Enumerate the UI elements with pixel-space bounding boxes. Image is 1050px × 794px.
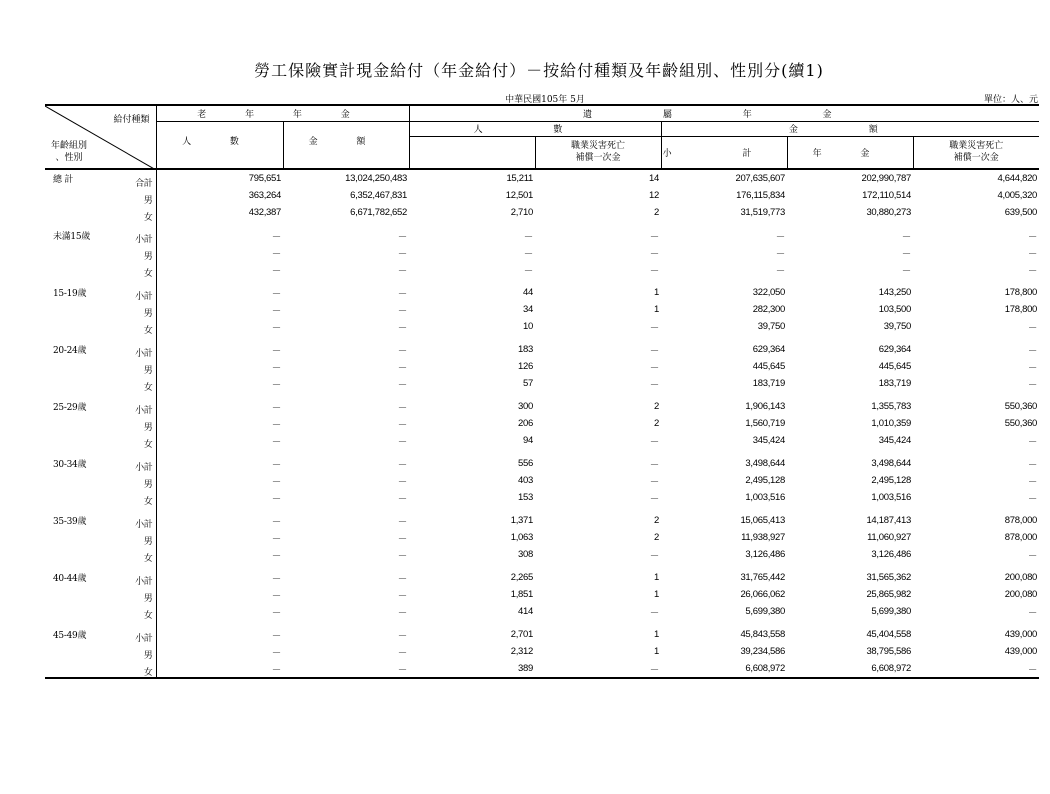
survivor-persons-cell: 1,063 bbox=[510, 532, 533, 543]
survivor-occ-death-amount-cell: 200,080 bbox=[1004, 589, 1038, 600]
sex-label: 男 bbox=[143, 422, 153, 433]
sex-label: 女 bbox=[143, 325, 153, 336]
table-row bbox=[45, 341, 1039, 358]
old-age-amount-cell: － bbox=[283, 660, 409, 678]
survivor-occ-death-amount-cell: － bbox=[1027, 322, 1038, 334]
survivor-annuity-cell: 345,424 bbox=[878, 435, 911, 446]
survivor-persons-cell: 2,265 bbox=[510, 572, 533, 583]
survivor-occ-death-persons-cell: 1 bbox=[654, 304, 659, 315]
table-row bbox=[45, 415, 1039, 432]
age-group-label: 未滿15歲 bbox=[53, 232, 90, 242]
survivor-occ-death-amount-cell: － bbox=[1027, 265, 1038, 277]
survivor-occ-death-persons-cell: 14 bbox=[649, 173, 659, 184]
old-age-persons-cell: 小計 － bbox=[156, 227, 283, 244]
survivor-annuity-cell: 1,355,783 bbox=[871, 401, 911, 412]
survivor-annuity-cell: 6,608,972 bbox=[787, 660, 913, 678]
survivor-subtotal-cell: 345,424 bbox=[752, 435, 785, 446]
survivor-occ-death-amount-cell: － bbox=[1027, 379, 1038, 391]
survivor-occ-death-persons-cell: － bbox=[649, 436, 659, 448]
age-group-label: 40-44歲 bbox=[53, 574, 87, 584]
survivor-occ-death-amount-cell: 550,360 bbox=[1004, 418, 1038, 429]
sex-label: 男 bbox=[143, 479, 153, 490]
survivor-occ-death-amount-cell: － bbox=[913, 660, 1039, 678]
old-age-persons-cell: 小計 － bbox=[156, 569, 283, 586]
sex-label: 男 bbox=[143, 308, 153, 319]
old-age-persons-cell: 女 － bbox=[156, 318, 283, 335]
table-row bbox=[45, 318, 1039, 335]
survivor-occ-death-amount-cell: － bbox=[1027, 550, 1038, 562]
survivor-subtotal-cell: 39,234,586 bbox=[740, 646, 785, 657]
survivor-occ-death-amount-cell: － bbox=[1027, 607, 1038, 619]
col-survivor-occ-death-amount: 職業災害死亡 補償一次金 bbox=[913, 136, 1039, 169]
survivor-subtotal-cell: 183,719 bbox=[752, 378, 785, 389]
survivor-occ-death-persons-cell: 2 bbox=[654, 515, 659, 526]
survivor-persons-cell: 94 bbox=[523, 435, 533, 446]
sex-label: 男 bbox=[143, 536, 153, 547]
survivor-subtotal-cell: － bbox=[775, 248, 785, 260]
survivor-occ-death-persons-cell: － bbox=[649, 459, 659, 471]
corner-bottom-label bbox=[51, 140, 87, 164]
survivor-persons-cell: － bbox=[523, 231, 533, 243]
survivor-persons-cell: 183 bbox=[518, 344, 533, 355]
survivor-occ-death-amount-cell: 439,000 bbox=[1004, 629, 1038, 640]
sex-label: 小計 bbox=[135, 291, 153, 302]
table-row bbox=[45, 603, 1039, 620]
old-age-amount-cell: － bbox=[397, 436, 407, 448]
old-age-persons-cell: 男 363,264 bbox=[156, 187, 283, 204]
old-age-persons-cell: 小計 － bbox=[156, 512, 283, 529]
survivor-persons-cell: 414 bbox=[518, 606, 533, 617]
sex-label: 男 bbox=[143, 593, 153, 604]
table-row bbox=[45, 643, 1039, 660]
survivor-occ-death-persons-cell: 1 bbox=[654, 287, 659, 298]
survivor-occ-death-persons-cell: － bbox=[649, 493, 659, 505]
sex-label: 男 bbox=[143, 650, 153, 661]
survivor-subtotal-cell: 3,126,486 bbox=[745, 549, 785, 560]
survivor-annuity-cell: 143,250 bbox=[878, 287, 911, 298]
survivor-occ-death-amount-cell: 878,000 bbox=[1004, 532, 1038, 543]
table-row bbox=[45, 546, 1039, 563]
survivor-subtotal-cell: 26,066,062 bbox=[740, 589, 785, 600]
age-group-label: 35-39歲 bbox=[53, 517, 87, 527]
survivor-occ-death-amount-cell: － bbox=[1027, 362, 1038, 374]
unit-label: 單位：人、元 bbox=[983, 95, 1038, 105]
table-body bbox=[45, 169, 1039, 678]
sex-label: 男 bbox=[143, 251, 153, 262]
survivor-persons-cell: 153 bbox=[518, 492, 533, 503]
age-group-label: 總 計 bbox=[53, 175, 73, 185]
survivor-persons-cell: － bbox=[523, 248, 533, 260]
old-age-persons-cell: 女 － bbox=[156, 660, 283, 678]
old-age-amount-cell: － bbox=[397, 590, 407, 602]
survivor-persons-cell: 206 bbox=[518, 418, 533, 429]
survivor-occ-death-amount-cell: － bbox=[1027, 345, 1038, 357]
survivor-subtotal-cell: 39,750 bbox=[757, 321, 785, 332]
survivor-annuity-cell: 3,126,486 bbox=[871, 549, 911, 560]
survivor-annuity-cell: 202,990,787 bbox=[861, 173, 911, 184]
sex-label: 女 bbox=[143, 610, 153, 621]
survivor-occ-death-amount-cell: － bbox=[1027, 459, 1038, 471]
old-age-amount-cell: － bbox=[397, 265, 407, 277]
survivor-annuity-cell: 14,187,413 bbox=[866, 515, 911, 526]
old-age-amount-cell: － bbox=[397, 630, 407, 642]
old-age-persons-cell: 男 － bbox=[156, 415, 283, 432]
old-age-amount-cell: 6,671,782,652 bbox=[350, 207, 407, 218]
table-row bbox=[45, 626, 1039, 643]
survivor-persons-cell: 2,710 bbox=[510, 207, 533, 218]
survivor-occ-death-amount-cell: 4,005,320 bbox=[997, 190, 1038, 201]
survivor-occ-death-persons-cell: － bbox=[649, 362, 659, 374]
survivor-annuity-cell: 2,495,128 bbox=[871, 475, 911, 486]
survivor-occ-death-persons-cell: 1 bbox=[654, 572, 659, 583]
table-row bbox=[45, 301, 1039, 318]
table-row bbox=[45, 529, 1039, 546]
survivor-occ-death-amount-cell: 439,000 bbox=[1004, 646, 1038, 657]
survivor-annuity-cell: 3,498,644 bbox=[871, 458, 911, 469]
survivor-subtotal-cell: 1,906,143 bbox=[745, 401, 785, 412]
survivor-persons-cell: 2,701 bbox=[510, 629, 533, 640]
survivor-subtotal-cell: 15,065,413 bbox=[740, 515, 785, 526]
sex-label: 小計 bbox=[135, 576, 153, 587]
age-group-label: 15-19歲 bbox=[53, 289, 87, 299]
old-age-amount-cell: － bbox=[397, 493, 407, 505]
old-age-amount-cell: － bbox=[397, 550, 407, 562]
survivor-persons-cell: 15,211 bbox=[506, 173, 533, 184]
old-age-amount-cell: － bbox=[397, 231, 407, 243]
survivor-subtotal-cell: 2,495,128 bbox=[745, 475, 785, 486]
survivor-subtotal-cell: － bbox=[775, 231, 785, 243]
sex-label: 女 bbox=[143, 268, 153, 279]
survivor-occ-death-persons-cell: － bbox=[649, 379, 659, 391]
table-row bbox=[45, 358, 1039, 375]
col-group-survivor-amount: 金 額 bbox=[661, 121, 1039, 136]
col-survivor-persons-total bbox=[409, 136, 535, 169]
old-age-persons-cell: 女 － bbox=[156, 546, 283, 563]
survivor-occ-death-amount-cell: － bbox=[1027, 493, 1038, 505]
survivor-annuity-cell: 1,010,359 bbox=[871, 418, 911, 429]
table-row bbox=[45, 660, 1039, 678]
survivor-occ-death-persons-cell: － bbox=[649, 550, 659, 562]
corner-header bbox=[45, 105, 156, 169]
survivor-annuity-cell: 183,719 bbox=[878, 378, 911, 389]
survivor-occ-death-amount-cell: － bbox=[1027, 476, 1038, 488]
survivor-occ-death-amount-cell: 639,500 bbox=[1004, 207, 1038, 218]
survivor-occ-death-persons-cell: 12 bbox=[649, 190, 659, 201]
old-age-amount-cell: － bbox=[397, 288, 407, 300]
sex-label: 女 bbox=[143, 439, 153, 450]
survivor-annuity-cell: 172,110,514 bbox=[862, 190, 911, 201]
table-row bbox=[45, 586, 1039, 603]
survivor-persons-cell: 403 bbox=[518, 475, 533, 486]
old-age-amount-cell: － bbox=[397, 419, 407, 431]
survivor-subtotal-cell: 6,608,972 bbox=[661, 660, 787, 678]
sex-label: 女 bbox=[143, 667, 153, 678]
survivor-persons-cell: 1,371 bbox=[510, 515, 533, 526]
table-row bbox=[45, 455, 1039, 472]
survivor-persons-cell: 300 bbox=[518, 401, 533, 412]
sex-label: 小計 bbox=[135, 348, 153, 359]
survivor-annuity-cell: 45,404,558 bbox=[866, 629, 911, 640]
survivor-occ-death-amount-cell: － bbox=[1027, 436, 1038, 448]
old-age-persons-cell: 小計 － bbox=[156, 398, 283, 415]
survivor-occ-death-persons-cell: － bbox=[649, 476, 659, 488]
survivor-persons-cell: 10 bbox=[523, 321, 533, 332]
survivor-persons-cell: － bbox=[523, 265, 533, 277]
survivor-annuity-cell: － bbox=[901, 231, 911, 243]
old-age-persons-cell: 小計 － bbox=[156, 626, 283, 643]
old-age-persons-cell: 女 － bbox=[156, 489, 283, 506]
survivor-persons-cell: 556 bbox=[518, 458, 533, 469]
survivor-subtotal-cell: 3,498,644 bbox=[745, 458, 785, 469]
survivor-persons-cell: 34 bbox=[523, 304, 533, 315]
survivor-persons-cell: 1,851 bbox=[510, 589, 533, 600]
corner-top-label: 給付種類 bbox=[113, 115, 150, 125]
survivor-annuity-cell: 5,699,380 bbox=[871, 606, 911, 617]
survivor-persons-cell: 2,312 bbox=[510, 646, 533, 657]
old-age-persons-cell: 男 － bbox=[156, 472, 283, 489]
col-survivor-occ-death-persons: 職業災害死亡 補償一次金 bbox=[535, 136, 661, 169]
survivor-occ-death-persons-cell: 1 bbox=[654, 646, 659, 657]
page-title: 勞工保險實計現金給付（年金給付）－按給付種類及年齡組別、性別分(續1) bbox=[254, 61, 824, 80]
table-row bbox=[45, 187, 1039, 204]
old-age-persons-cell: 女 － bbox=[156, 261, 283, 278]
survivor-occ-death-persons-cell: 2 bbox=[654, 418, 659, 429]
survivor-subtotal-cell: 445,645 bbox=[752, 361, 785, 372]
survivor-annuity-cell: 38,795,586 bbox=[866, 646, 911, 657]
old-age-amount-cell: － bbox=[397, 345, 407, 357]
survivor-persons-cell: 57 bbox=[523, 378, 533, 389]
survivor-occ-death-persons-cell: － bbox=[649, 265, 659, 277]
table-row bbox=[45, 472, 1039, 489]
sex-label: 女 bbox=[143, 382, 153, 393]
old-age-amount-cell: － bbox=[397, 305, 407, 317]
survivor-annuity-cell: 31,565,362 bbox=[866, 572, 911, 583]
corner-bottom-line2: 、性別 bbox=[55, 153, 83, 163]
survivor-occ-death-amount-cell: 200,080 bbox=[1004, 572, 1038, 583]
survivor-persons-cell: 389 bbox=[409, 660, 535, 678]
survivor-persons-cell: 308 bbox=[518, 549, 533, 560]
col-group-old-age: 老 年 年 金 bbox=[156, 105, 409, 121]
col-old-amount: 金 額 bbox=[283, 121, 409, 169]
sex-label: 小計 bbox=[135, 405, 153, 416]
old-age-amount-cell: － bbox=[397, 647, 407, 659]
survivor-annuity-cell: 1,003,516 bbox=[871, 492, 911, 503]
survivor-occ-death-amount-cell: － bbox=[1027, 248, 1038, 260]
sex-label: 女 bbox=[143, 553, 153, 564]
survivor-subtotal-cell: 176,115,834 bbox=[736, 190, 785, 201]
old-age-amount-cell: － bbox=[397, 533, 407, 545]
survivor-occ-death-persons-cell: 2 bbox=[654, 207, 659, 218]
survivor-annuity-cell: 445,645 bbox=[878, 361, 911, 372]
survivor-annuity-cell: － bbox=[901, 248, 911, 260]
sex-label: 男 bbox=[143, 365, 153, 376]
sex-label: 小計 bbox=[135, 633, 153, 644]
table-row bbox=[45, 244, 1039, 261]
survivor-subtotal-cell: 11,938,927 bbox=[741, 532, 785, 543]
sex-label: 女 bbox=[143, 496, 153, 507]
old-age-persons-cell: 男 － bbox=[156, 529, 283, 546]
old-age-amount-cell: － bbox=[397, 573, 407, 585]
survivor-occ-death-persons-cell: － bbox=[535, 660, 661, 678]
old-age-amount-cell: － bbox=[397, 459, 407, 471]
col-survivor-subtotal: 小 計 bbox=[661, 136, 787, 169]
old-age-amount-cell: － bbox=[397, 476, 407, 488]
survivor-subtotal-cell: 1,560,719 bbox=[745, 418, 785, 429]
table-row bbox=[45, 398, 1039, 415]
table-row bbox=[45, 512, 1039, 529]
old-age-persons-cell: 女 － bbox=[156, 603, 283, 620]
survivor-subtotal-cell: 207,635,607 bbox=[735, 173, 785, 184]
survivor-occ-death-amount-cell: 4,644,820 bbox=[997, 173, 1038, 184]
old-age-amount-cell: － bbox=[397, 248, 407, 260]
age-group-label: 25-29歲 bbox=[53, 403, 87, 413]
old-age-amount-cell: － bbox=[397, 362, 407, 374]
survivor-occ-death-persons-cell: 2 bbox=[654, 401, 659, 412]
survivor-annuity-cell: 629,364 bbox=[878, 344, 911, 355]
age-group-label: 45-49歲 bbox=[53, 631, 87, 641]
survivor-subtotal-cell: － bbox=[775, 265, 785, 277]
old-age-persons-cell: 男 － bbox=[156, 643, 283, 660]
table-row bbox=[45, 284, 1039, 301]
table-row bbox=[45, 489, 1039, 506]
survivor-persons-cell: 12,501 bbox=[505, 190, 533, 201]
old-age-persons-cell: 小計 － bbox=[156, 455, 283, 472]
old-age-persons-cell: 合計 795,651 bbox=[156, 169, 283, 187]
survivor-subtotal-cell: 31,765,442 bbox=[740, 572, 785, 583]
survivor-occ-death-persons-cell: － bbox=[649, 231, 659, 243]
sex-label: 小計 bbox=[135, 234, 153, 245]
old-age-persons-cell: 小計 － bbox=[156, 341, 283, 358]
survivor-occ-death-amount-cell: － bbox=[1027, 231, 1038, 243]
survivor-occ-death-persons-cell: 2 bbox=[654, 532, 659, 543]
sex-label: 女 bbox=[143, 213, 153, 223]
col-group-survivor: 遺 屬 年 金 bbox=[409, 105, 1039, 121]
corner-bottom-line1: 年齡組別 bbox=[51, 141, 88, 151]
survivor-subtotal-cell: 322,050 bbox=[752, 287, 785, 298]
old-age-persons-cell: 小計 － bbox=[156, 284, 283, 301]
survivor-annuity-cell: 11,060,927 bbox=[867, 532, 911, 543]
survivor-occ-death-amount-cell: 178,800 bbox=[1004, 287, 1038, 298]
survivor-persons-cell: 126 bbox=[518, 361, 533, 372]
survivor-annuity-cell: 103,500 bbox=[878, 304, 911, 315]
col-old-persons: 人 數 bbox=[156, 121, 283, 169]
survivor-subtotal-cell: 45,843,558 bbox=[740, 629, 785, 640]
survivor-occ-death-persons-cell: － bbox=[649, 345, 659, 357]
survivor-annuity-cell: 25,865,982 bbox=[866, 589, 911, 600]
table-row bbox=[45, 569, 1039, 586]
survivor-occ-death-persons-cell: － bbox=[649, 248, 659, 260]
old-age-amount-cell: － bbox=[397, 516, 407, 528]
sex-label: 小計 bbox=[135, 519, 153, 530]
age-group-label: 20-24歲 bbox=[53, 346, 87, 356]
old-age-persons-cell: 女 － bbox=[156, 432, 283, 449]
statistics-table bbox=[45, 104, 1039, 679]
survivor-annuity-cell: 39,750 bbox=[883, 321, 911, 332]
table-row bbox=[45, 227, 1039, 244]
table-row bbox=[45, 169, 1039, 187]
old-age-persons-cell: 男 － bbox=[156, 358, 283, 375]
old-age-persons-cell: 女 － bbox=[156, 375, 283, 392]
sex-label: 小計 bbox=[135, 462, 153, 473]
survivor-occ-death-persons-cell: － bbox=[649, 607, 659, 619]
survivor-subtotal-cell: 5,699,380 bbox=[745, 606, 785, 617]
old-age-persons-cell: 男 － bbox=[156, 301, 283, 318]
old-age-amount-cell: － bbox=[397, 607, 407, 619]
old-age-persons-cell: 女 432,387 bbox=[156, 204, 283, 221]
sex-label: 男 bbox=[143, 196, 153, 206]
survivor-occ-death-persons-cell: 1 bbox=[654, 589, 659, 600]
survivor-subtotal-cell: 282,300 bbox=[752, 304, 785, 315]
survivor-subtotal-cell: 629,364 bbox=[752, 344, 785, 355]
col-survivor-annuity: 年 金 bbox=[787, 136, 913, 169]
table-row bbox=[45, 375, 1039, 392]
old-age-persons-cell: 男 － bbox=[156, 244, 283, 261]
survivor-subtotal-cell: 31,519,773 bbox=[740, 207, 785, 218]
survivor-annuity-cell: 30,880,273 bbox=[866, 207, 911, 218]
old-age-amount-cell: － bbox=[397, 402, 407, 414]
col-group-survivor-persons: 人 數 bbox=[409, 121, 661, 136]
old-age-amount-cell: 6,352,467,831 bbox=[350, 190, 407, 201]
report-date: 中華民國105年 5月 bbox=[505, 95, 585, 105]
table-row bbox=[45, 261, 1039, 278]
survivor-persons-cell: 44 bbox=[523, 287, 533, 298]
old-age-persons-cell: 男 － bbox=[156, 586, 283, 603]
age-group-label: 30-34歲 bbox=[53, 460, 87, 470]
sex-label: 合計 bbox=[135, 179, 153, 189]
old-age-amount-cell: 13,024,250,483 bbox=[345, 173, 407, 184]
survivor-occ-death-persons-cell: － bbox=[649, 322, 659, 334]
survivor-annuity-cell: － bbox=[901, 265, 911, 277]
survivor-occ-death-persons-cell: 1 bbox=[654, 629, 659, 640]
survivor-occ-death-amount-cell: 878,000 bbox=[1004, 515, 1038, 526]
old-age-amount-cell: － bbox=[397, 322, 407, 334]
old-age-amount-cell: － bbox=[397, 379, 407, 391]
table-row bbox=[45, 204, 1039, 221]
table-row bbox=[45, 432, 1039, 449]
survivor-occ-death-amount-cell: 550,360 bbox=[1004, 401, 1038, 412]
survivor-subtotal-cell: 1,003,516 bbox=[745, 492, 785, 503]
survivor-occ-death-amount-cell: 178,800 bbox=[1004, 304, 1038, 315]
